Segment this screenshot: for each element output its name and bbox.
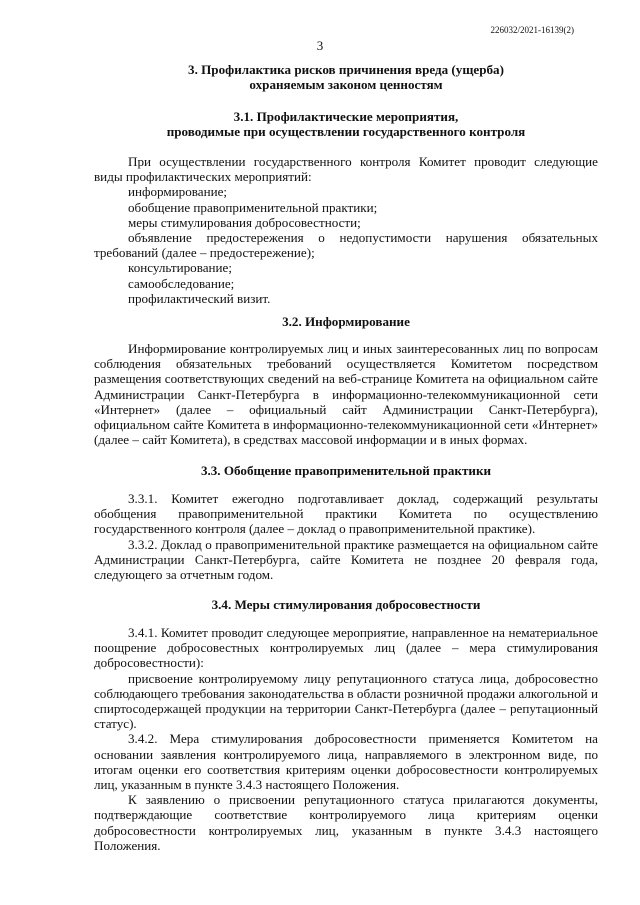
- list-item: информирование;: [128, 184, 228, 200]
- document-number: 226032/2021-16139(2): [490, 25, 574, 35]
- paragraph-application-documents: К заявлению о присвоении репутационного статуса прилагаются документы, подтверждающие соответствие контролируемого лица критериям оценки добросовестности контролируемых лиц, указанным в пункте 3.4.3 настоящего Положения.: [94, 792, 598, 853]
- section-3-2-body: [94, 341, 598, 447]
- paragraph-3-4-1: 3.4.1. Комитет проводит следующее мероприятие, направленное на нематериальное поощрение добросовестных контролируемых лиц (далее – мера стимулирования добросовестности):: [94, 625, 598, 671]
- paragraph-3-3-2: 3.3.2. Доклад о правоприменительной практике размещается на официальном сайте Администрации Санкт-Петербурга, сайте Комитета не позднее 20 февраля года, следующего за отчетным годом.: [94, 536, 598, 583]
- list-item: меры стимулирования добросовестности;: [128, 214, 361, 230]
- section-3-1-intro: При осуществлении государственного контроля Комитет проводит следующие виды профилактических мероприятий:: [94, 154, 598, 185]
- list-item: обобщение правоприменительной практики;: [128, 199, 378, 215]
- section-3-1-heading-line-2: проводимые при осуществлении государственного контроля: [166, 124, 526, 140]
- section-3-2-paragraph: Информирование контролируемых лиц и иных заинтересованных лиц по вопросам соблюдения обязательных требований осуществляется Комитетом посредством размещения соответствующих сведений на веб-странице Комитета на официальном сайте Администрации Санкт-Петербурга в информационно-телекоммуникационной сети «Интернет» (далее – официальный сайт Администрации Санкт-Петербурга), официальном сайте Комитета в информационно-телекоммуникационной сети «Интернет» (далее – сайт Комитета), в средствах массовой информации и в иных формах.: [94, 341, 598, 448]
- list-item: объявление предостережения о недопустимости нарушения обязательных требований (далее – предостережение);: [94, 230, 598, 261]
- section-3-3-body: [94, 491, 598, 582]
- page-number: 3: [316, 38, 324, 53]
- section-3-heading-line-2: охраняемым законом ценностям: [249, 77, 443, 93]
- list-item: консультирование;: [128, 260, 232, 276]
- section-3-heading: [94, 62, 598, 92]
- section-3-2-heading: 3.2. Информирование: [282, 314, 410, 329]
- section-3-1-heading: [94, 109, 598, 139]
- section-3-heading-line-1: 3. Профилактика рисков причинения вреда (ущерба): [188, 62, 504, 77]
- list-item: профилактический визит.: [128, 290, 271, 306]
- list-item: самообследование;: [128, 275, 235, 291]
- section-3-1-body: [94, 154, 598, 306]
- paragraph-3-4-2: 3.4.2. Мера стимулирования добросовестности применяется Комитетом на основании заявления контролируемого лица, направляемого в электронном виде, по итогам оценки его соответствия критериям оценки добросовестности контролируемых лиц, указанным в пункте 3.4.3 настоящего Положения.: [94, 731, 598, 793]
- section-3-1-heading-line-1: 3.1. Профилактические мероприятия,: [233, 109, 459, 124]
- paragraph-reputation-status: присвоение контролируемому лицу репутационного статуса лица, добросовестно соблюдающего требования законодательства в области розничной продажи алкогольной и спиртосодержащей продукции на территории Санкт-Петербурга (далее – репутационный статус).: [94, 670, 598, 732]
- paragraph-3-3-1: 3.3.1. Комитет ежегодно подготавливает доклад, содержащий результаты обобщения правоприменительной практики Комитета по осуществлению государственного контроля (далее – доклад о правоприменительной практике).: [94, 491, 598, 537]
- section-3-4-body: [94, 625, 598, 853]
- section-3-4-heading: 3.4. Меры стимулирования добросовестности: [211, 597, 481, 612]
- section-3-3-heading: 3.3. Обобщение правоприменительной практики: [200, 463, 492, 478]
